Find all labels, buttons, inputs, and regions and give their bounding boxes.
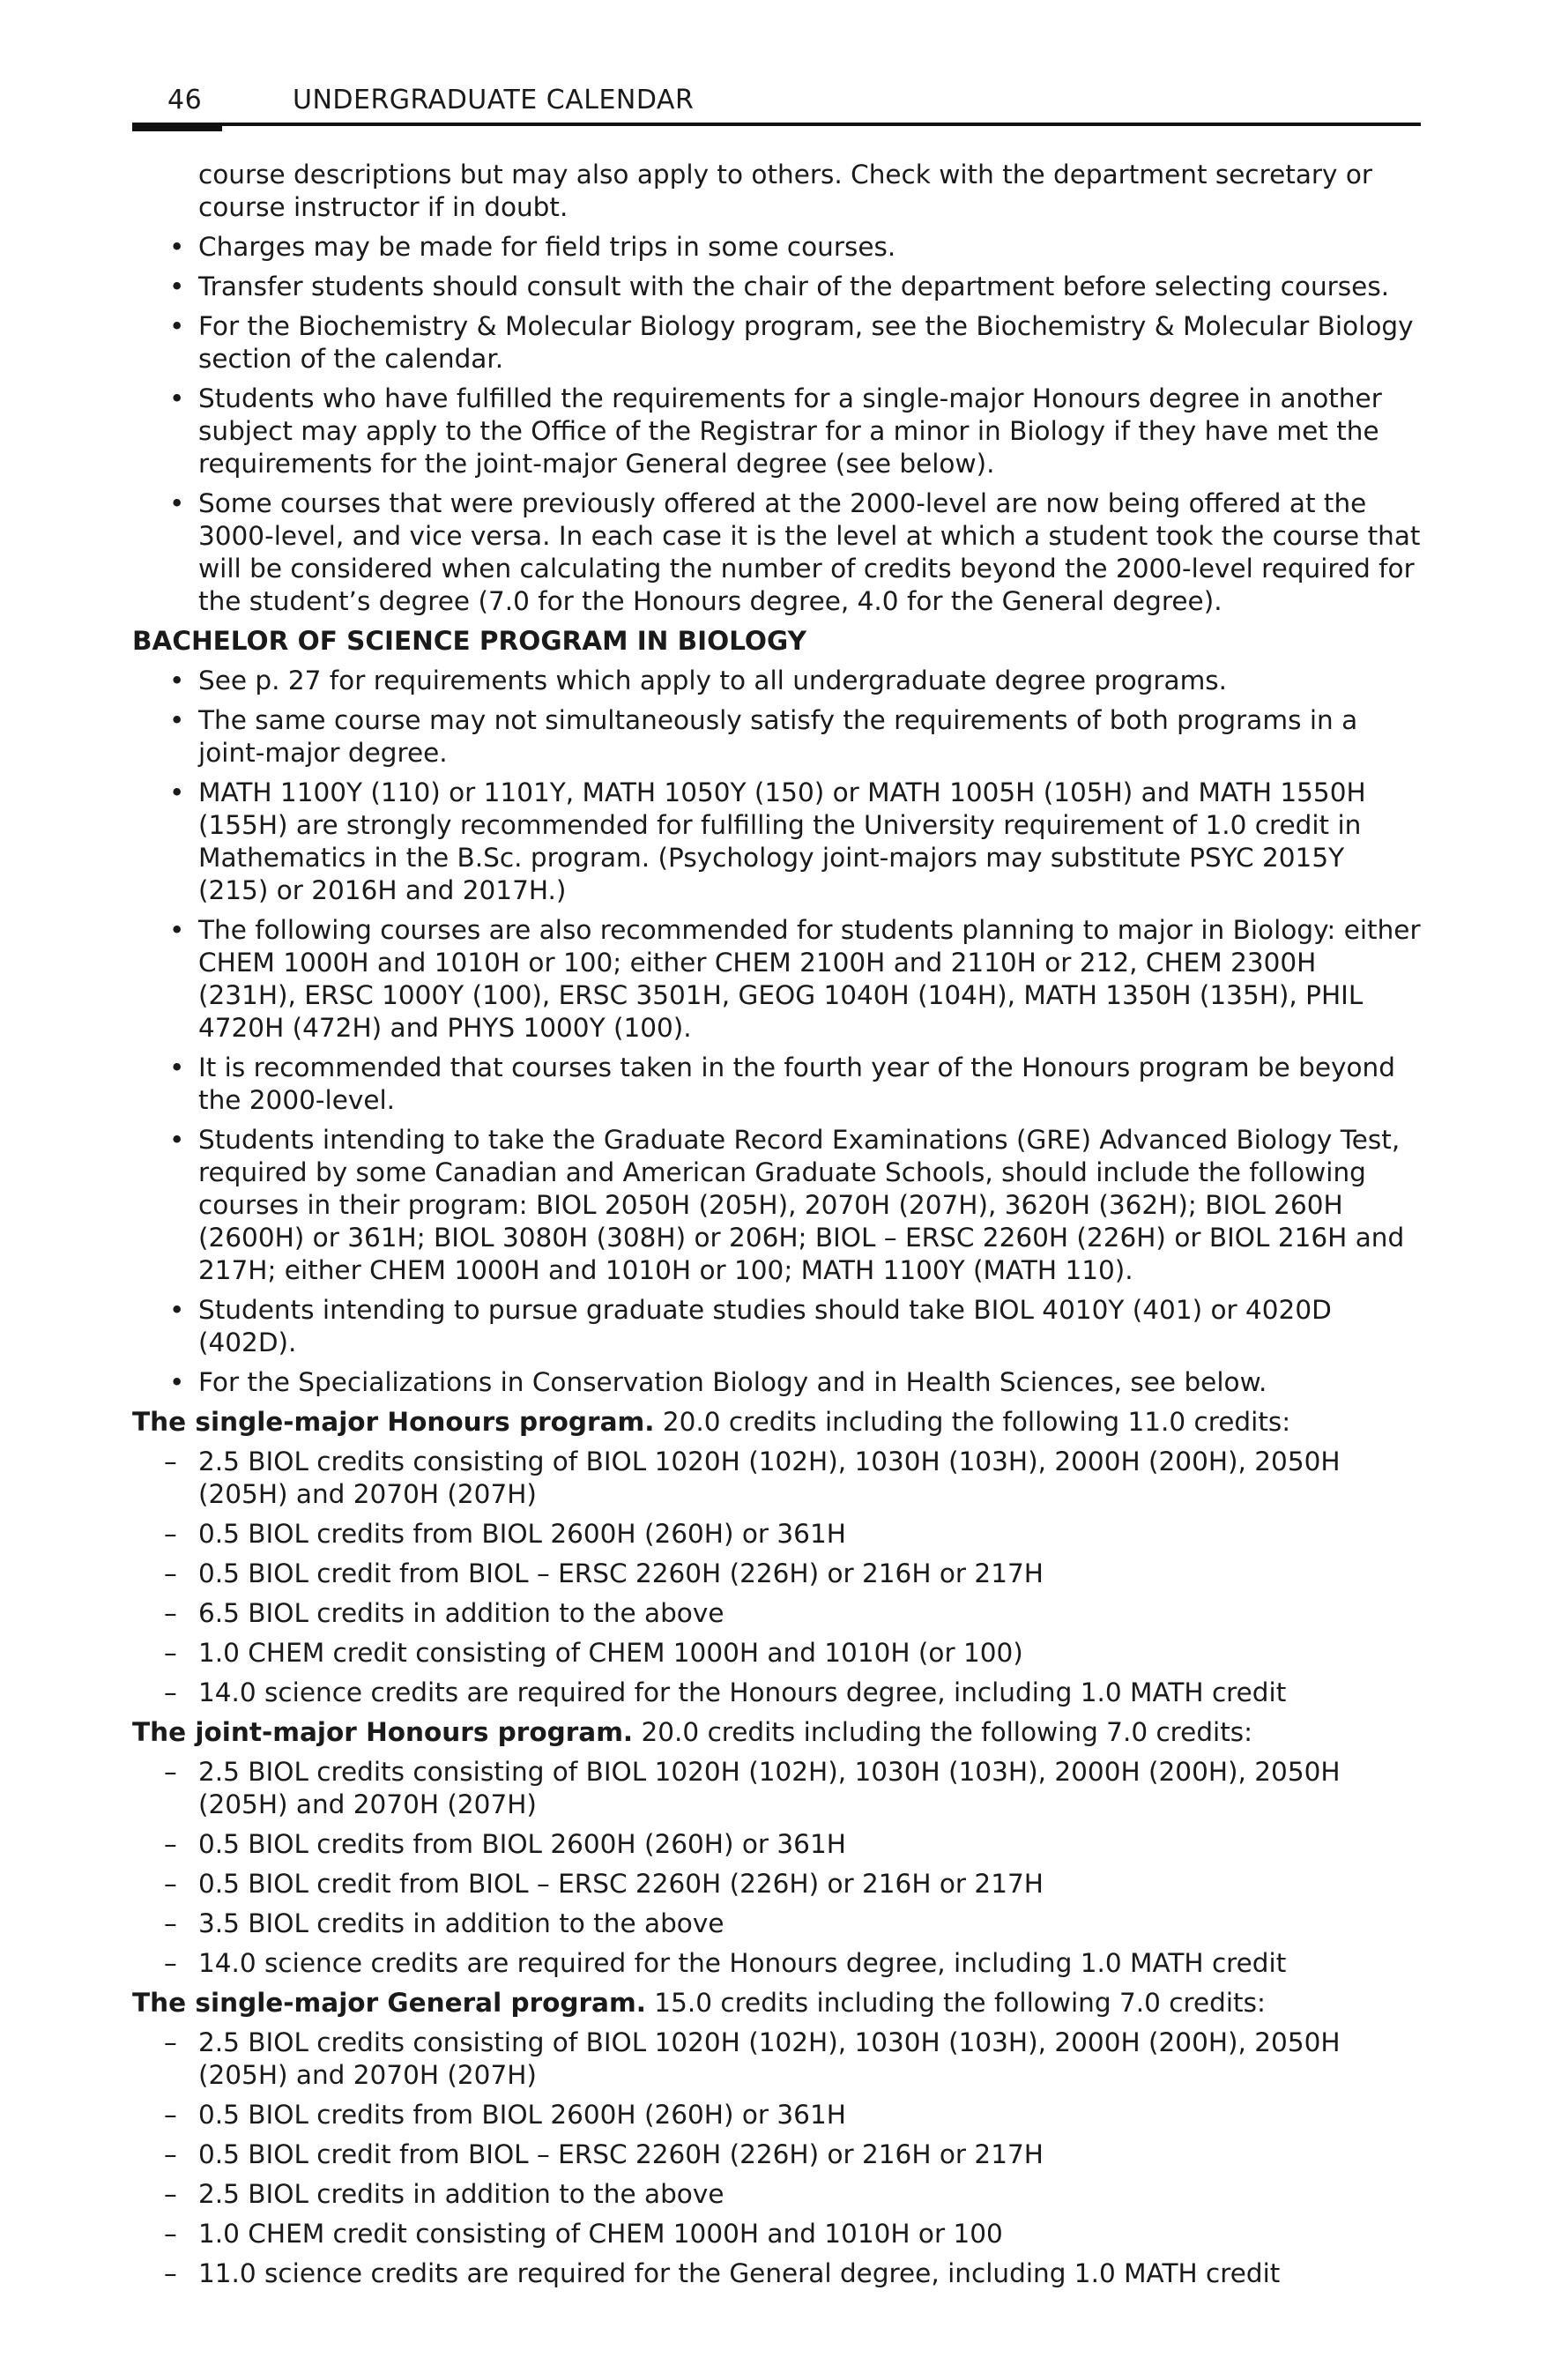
program-single-major-honours	[132, 1406, 1421, 1439]
list-item: • The following courses are also recommended for students planning to major in Biology: either CHEM 1000H and 1010H or 100; either CHEM 2100H and 2110H or 212, CHEM 2300H (231H), ERSC 1000Y (100), ERSC 3501H, GEOG 1040H (104H), MATH 1350H (135H), PHIL 4720H (472H) and PHYS 1000Y (100).	[132, 914, 1421, 1045]
list-item: – 0.5 BIOL credit from BIOL – ERSC 2260H (226H) or 216H or 217H	[132, 1868, 1421, 1900]
list-item: • Some courses that were previously offered at the 2000-level are now being offered at the 3000-level, and vice versa. In each case it is the level at which a student took the course that will be considered when calculating the number of credits beyond the 2000-level required for the student’s degree (7.0 for the Honours degree, 4.0 for the General degree).	[132, 487, 1421, 618]
program-requirements-list	[132, 1756, 1421, 1980]
program-summary: 20.0 credits including the following 7.0 credits:	[633, 1717, 1253, 1747]
list-item: – 2.5 BIOL credits consisting of BIOL 1020H (102H), 1030H (103H), 2000H (200H), 2050H (205H) and 2070H (207H)	[132, 1756, 1421, 1821]
list-item: – 2.5 BIOL credits consisting of BIOL 1020H (102H), 1030H (103H), 2000H (200H), 2050H (205H) and 2070H (207H)	[132, 1446, 1421, 1511]
list-item: • MATH 1100Y (110) or 1101Y, MATH 1050Y (150) or MATH 1005H (105H) and MATH 1550H (155H) are strongly recommended for fulfilling the University requirement of 1.0 credit in Mathematics in the B.Sc. program. (Psychology joint-majors may substitute PSYC 2015Y (215) or 2016H and 2017H.)	[132, 777, 1421, 907]
list-item: – 3.5 BIOL credits in addition to the above	[132, 1908, 1421, 1940]
list-item: – 0.5 BIOL credits from BIOL 2600H (260H) or 361H	[132, 2099, 1421, 2131]
list-item: – 2.5 BIOL credits consisting of BIOL 1020H (102H), 1030H (103H), 2000H (200H), 2050H (205H) and 2070H (207H)	[132, 2027, 1421, 2092]
program-name: The joint-major Honours program.	[132, 1717, 634, 1747]
list-item: • Transfer students should consult with the chair of the department before selecting courses.	[132, 271, 1421, 303]
program-requirements-list	[132, 1446, 1421, 1709]
list-item: • Students intending to take the Graduate Record Examinations (GRE) Advanced Biology Test, required by some Canadian and American Graduate Schools, should include the following courses in their program: BIOL 2050H (205H), 2070H (207H), 3620H (362H); BIOL 260H (2600H) or 361H; BIOL 3080H (308H) or 206H; BIOL – ERSC 2260H (226H) or BIOL 216H and 217H; either CHEM 1000H and 1010H or 100; MATH 1100Y (MATH 110).	[132, 1124, 1421, 1287]
list-item: – 0.5 BIOL credits from BIOL 2600H (260H) or 361H	[132, 1828, 1421, 1861]
list-item: – 2.5 BIOL credits in addition to the above	[132, 2178, 1421, 2211]
bsc-bullet-list	[132, 665, 1421, 1399]
list-item: • Students who have fulfilled the requirements for a single-major Honours degree in another subject may apply to the Office of the Registrar for a minor in Biology if they have met the requirements for the joint-major General degree (see below).	[132, 383, 1421, 480]
program-summary: 15.0 credits including the following 7.0 credits:	[645, 1988, 1266, 2018]
continued-paragraph: course descriptions but may also apply to others. Check with the department secretary or course instructor if in doubt.	[198, 160, 1373, 222]
page-body	[132, 159, 1421, 2297]
list-item: • The same course may not simultaneously satisfy the requirements of both programs in a joint-major degree.	[132, 704, 1421, 770]
program-single-major-general	[132, 1987, 1421, 2019]
running-head-title: UNDERGRADUATE CALENDAR	[293, 85, 695, 115]
program-name: The single-major Honours program.	[132, 1407, 655, 1437]
list-item: • See p. 27 for requirements which apply to all undergraduate degree programs.	[132, 665, 1421, 697]
list-item: • Students intending to pursue graduate studies should take BIOL 4010Y (401) or 4020D (402D).	[132, 1294, 1421, 1359]
list-item: – 14.0 science credits are required for the Honours degree, including 1.0 MATH credit	[132, 1947, 1421, 1980]
page-number: 46	[167, 85, 203, 115]
list-item: • For the Biochemistry & Molecular Biology program, see the Biochemistry & Molecular Biology section of the calendar.	[132, 310, 1421, 376]
list-item: – 11.0 science credits are required for the General degree, including 1.0 MATH credit	[132, 2257, 1421, 2290]
list-item: • For the Specializations in Conservation Biology and in Health Sciences, see below.	[132, 1366, 1421, 1399]
intro-bullet-list	[132, 231, 1421, 618]
page-header	[132, 78, 1421, 127]
list-item: – 0.5 BIOL credits from BIOL 2600H (260H) or 361H	[132, 1518, 1421, 1551]
section-heading: BACHELOR OF SCIENCE PROGRAM IN BIOLOGY	[132, 626, 806, 656]
header-rule	[132, 123, 1421, 126]
program-name: The single-major General program.	[132, 1988, 646, 2018]
list-item: – 0.5 BIOL credit from BIOL – ERSC 2260H (226H) or 216H or 217H	[132, 2138, 1421, 2171]
list-item: – 14.0 science credits are required for the Honours degree, including 1.0 MATH credit	[132, 1677, 1421, 1709]
running-head	[132, 85, 694, 115]
list-item: – 6.5 BIOL credits in addition to the above	[132, 1597, 1421, 1630]
program-joint-major-honours	[132, 1716, 1421, 1749]
header-block	[132, 123, 222, 131]
program-summary: 20.0 credits including the following 11.0 credits:	[654, 1407, 1291, 1437]
list-item: • Charges may be made for field trips in some courses.	[132, 231, 1421, 264]
program-requirements-list	[132, 2027, 1421, 2290]
list-item: – 1.0 CHEM credit consisting of CHEM 1000H and 1010H (or 100)	[132, 1637, 1421, 1670]
list-item: – 1.0 CHEM credit consisting of CHEM 1000H and 1010H or 100	[132, 2218, 1421, 2250]
list-item: • It is recommended that courses taken in the fourth year of the Honours program be beyond the 2000-level.	[132, 1052, 1421, 1117]
list-item: – 0.5 BIOL credit from BIOL – ERSC 2260H (226H) or 216H or 217H	[132, 1558, 1421, 1590]
